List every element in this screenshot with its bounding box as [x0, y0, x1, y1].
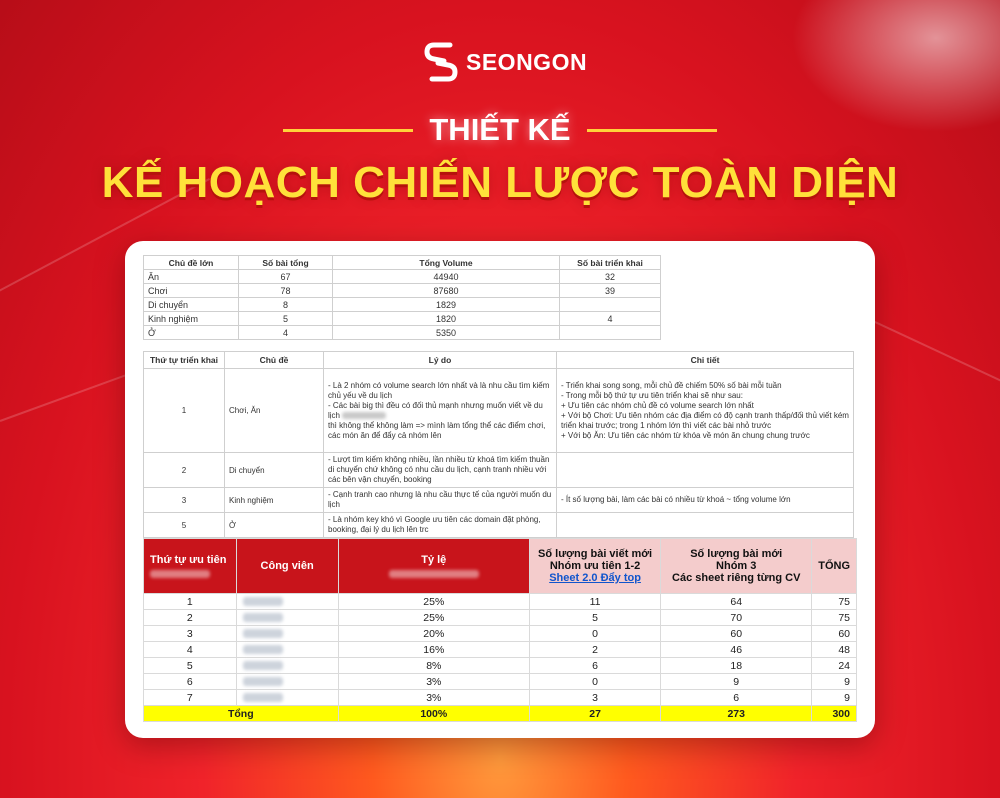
page-title: KẾ HOẠCH CHIẾN LƯỢC TOÀN DIỆN — [101, 158, 899, 207]
table-cell: 3 — [144, 626, 237, 642]
table-cell: 24 — [812, 658, 857, 674]
table-cell: 8 — [239, 298, 333, 312]
spreadsheet-card — [125, 241, 875, 738]
table-cell: 5 — [144, 658, 237, 674]
table-cell: 1820 — [333, 312, 560, 326]
table-cell: 39 — [560, 284, 661, 298]
table-cell — [560, 326, 661, 340]
sheet-link[interactable]: Sheet 2.0 Đẩy top — [549, 572, 641, 584]
table-cell: Kinh nghiệm — [225, 488, 324, 513]
table-cell — [557, 369, 854, 453]
table-cell: 100% — [338, 706, 529, 722]
table-cell: 273 — [661, 706, 812, 722]
detail-line: + Với bộ Chơi: Ưu tiên nhóm các địa điểm có độ cạnh tranh thấp/đối thủ viết kém triển khai trước; trong 1 nhóm lớn thì viết các bài nhỏ trước — [561, 410, 849, 430]
table-cell: 8% — [338, 658, 529, 674]
employee-cell — [236, 690, 338, 706]
new-posts3-sub: Nhóm 3 — [716, 560, 757, 572]
detail-line: - Ít số lượng bài, làm các bài có nhiều từ khoá ~ tổng volume lớn — [561, 495, 791, 504]
table-cell: 5 — [144, 513, 225, 538]
table-cell: Chơi, Ăn — [225, 369, 324, 453]
table-cell: 1 — [144, 594, 237, 610]
employee-cell — [236, 626, 338, 642]
plan-table — [143, 351, 854, 538]
redacted-text — [150, 570, 210, 578]
table-cell: 20% — [338, 626, 529, 642]
new-posts-header — [529, 539, 660, 594]
table-cell — [324, 453, 557, 488]
plan-header: Chi tiết — [557, 352, 854, 369]
detail-line: + Với bộ Ăn: Ưu tiên các nhóm từ khóa về món ăn chung chung trước — [561, 430, 810, 440]
table-cell: Ở — [144, 326, 239, 340]
table-cell: 4 — [144, 642, 237, 658]
redacted-name — [243, 677, 283, 686]
table-cell: 4 — [560, 312, 661, 326]
table-cell: 60 — [661, 626, 812, 642]
allocation-table — [143, 538, 857, 722]
brand-name: SEONGON — [466, 48, 588, 75]
table-cell — [324, 513, 557, 538]
employee-cell — [236, 658, 338, 674]
reason-line: - Cạnh tranh cao nhưng là nhu cầu thực tế của người muốn du lịch — [328, 490, 552, 509]
table-cell: 46 — [661, 642, 812, 658]
plan-header: Chủ đề — [225, 352, 324, 369]
table-cell: 70 — [661, 610, 812, 626]
table-cell: 75 — [812, 594, 857, 610]
table-cell: 2 — [529, 642, 660, 658]
redacted-name — [243, 613, 283, 622]
kicker — [0, 112, 1000, 148]
plan-header: Lý do — [324, 352, 557, 369]
summary-header: Số bài triển khai — [560, 256, 661, 270]
kicker-line-left — [283, 129, 413, 132]
table-cell: 87680 — [333, 284, 560, 298]
summary-table — [143, 255, 661, 340]
ratio-header — [338, 539, 529, 594]
table-cell: 3% — [338, 674, 529, 690]
table-cell: 67 — [239, 270, 333, 284]
new-posts-sub: Nhóm ưu tiên 1-2 — [549, 560, 641, 572]
employee-cell — [236, 594, 338, 610]
table-cell: Ăn — [144, 270, 239, 284]
redacted-name — [243, 645, 283, 654]
summary-header: Chủ đề lớn — [144, 256, 239, 270]
detail-line: - Triển khai song song, mỗi chủ đề chiếm 50% số bài mỗi tuần — [561, 380, 782, 390]
redacted-name — [243, 693, 283, 702]
reason-line: thì không thể không làm => mình làm tổng thể các điểm chơi, các món ăn để đẩy cả nhóm lên — [328, 420, 546, 440]
table-cell: Di chuyển — [144, 298, 239, 312]
table-cell: 3 — [529, 690, 660, 706]
table-cell: 32 — [560, 270, 661, 284]
redacted-text — [389, 570, 479, 578]
table-cell: 1829 — [333, 298, 560, 312]
table-row — [144, 298, 661, 312]
table-cell: 1 — [144, 369, 225, 453]
table-cell: 64 — [661, 594, 812, 610]
summary-header: Tổng Volume — [333, 256, 560, 270]
table-row — [144, 674, 857, 690]
table-row — [144, 642, 857, 658]
new-posts3-title: Số lượng bài mới — [690, 548, 783, 560]
table-row — [144, 513, 854, 538]
detail-line: + Ưu tiên các nhóm chủ đề có volume search lớn nhất — [561, 400, 754, 410]
table-row — [144, 312, 661, 326]
total-row — [144, 706, 857, 722]
kicker-line-right — [587, 129, 717, 132]
table-row — [144, 610, 857, 626]
reason-text: - Các bài big thì đều có đối thủ mạnh nhưng muốn viết về du lịch — [328, 400, 543, 420]
table-cell: 44940 — [333, 270, 560, 284]
table-cell — [557, 488, 854, 513]
table-cell: 16% — [338, 642, 529, 658]
total-header: TỔNG — [812, 539, 857, 594]
table-cell: 3% — [338, 690, 529, 706]
table-cell: 4 — [239, 326, 333, 340]
table-cell: 25% — [338, 594, 529, 610]
table-row — [144, 658, 857, 674]
summary-header: Số bài tổng — [239, 256, 333, 270]
table-row — [144, 326, 661, 340]
priority-header — [144, 539, 237, 594]
table-cell: 11 — [529, 594, 660, 610]
table-cell — [324, 488, 557, 513]
brand-logo — [424, 42, 587, 82]
table-cell: 5 — [529, 610, 660, 626]
detail-line: - Trong mỗi bộ thứ tự ưu tiên triển khai sẽ như sau: — [561, 390, 743, 400]
table-cell: 75 — [812, 610, 857, 626]
table-cell: 7 — [144, 690, 237, 706]
table-cell — [557, 453, 854, 488]
employee-cell — [236, 610, 338, 626]
redacted-name — [243, 629, 283, 638]
table-row — [144, 690, 857, 706]
plan-header: Thứ tự triển khai — [144, 352, 225, 369]
table-cell: 5350 — [333, 326, 560, 340]
table-cell: 78 — [239, 284, 333, 298]
table-cell: 300 — [812, 706, 857, 722]
table-cell: 2 — [144, 610, 237, 626]
table-cell: 60 — [812, 626, 857, 642]
reason-line: - Là nhóm key khó vì Google ưu tiên các domain đặt phòng, booking, đại lý du lịch lên trc — [328, 515, 541, 534]
table-row — [144, 369, 854, 453]
table-cell: 18 — [661, 658, 812, 674]
table-cell: Chơi — [144, 284, 239, 298]
seongon-logo-icon — [424, 42, 458, 82]
table-cell: 48 — [812, 642, 857, 658]
table-cell: 3 — [144, 488, 225, 513]
table-cell: Kinh nghiệm — [144, 312, 239, 326]
table-row — [144, 453, 854, 488]
employee-header: Công viên — [236, 539, 338, 594]
table-cell — [560, 298, 661, 312]
table-cell — [324, 369, 557, 453]
table-cell: 9 — [812, 674, 857, 690]
reason-line — [328, 401, 552, 421]
table-cell: 27 — [529, 706, 660, 722]
table-cell: 6 — [144, 674, 237, 690]
employee-cell — [236, 674, 338, 690]
table-cell: 6 — [661, 690, 812, 706]
table-cell: 9 — [661, 674, 812, 690]
new-posts3-sub: Các sheet riêng từng CV — [672, 572, 801, 584]
employee-cell — [236, 642, 338, 658]
table-cell: 25% — [338, 610, 529, 626]
kicker-text: THIẾT KẾ — [429, 112, 571, 147]
reason-line: - Là 2 nhóm có volume search lớn nhất và là nhu cầu tìm kiếm chủ yếu về du lịch — [328, 380, 550, 400]
table-row — [144, 594, 857, 610]
reason-line: - Lượt tìm kiếm không nhiều, lần nhiều từ khoá tìm kiếm thuần di chuyển chứ không có nhu cầu du lịch, cạnh tranh nhiều với các bên vận chuyển, booking — [328, 455, 550, 484]
table-row — [144, 284, 661, 298]
table-cell: 6 — [529, 658, 660, 674]
redacted-name — [243, 661, 283, 670]
table-cell: 2 — [144, 453, 225, 488]
new-posts-title: Số lượng bài viết mới — [538, 548, 653, 560]
table-cell: 0 — [529, 626, 660, 642]
table-cell — [557, 513, 854, 538]
total-label: Tổng — [144, 706, 339, 722]
table-row — [144, 488, 854, 513]
table-row — [144, 270, 661, 284]
table-cell: 9 — [812, 690, 857, 706]
priority-header-label: Thứ tự ưu tiên — [150, 554, 227, 566]
redacted-name — [243, 597, 283, 606]
ratio-header-label: Tỷ lệ — [421, 554, 447, 566]
table-cell: Di chuyển — [225, 453, 324, 488]
new-posts3-header — [661, 539, 812, 594]
table-cell: Ở — [225, 513, 324, 538]
table-cell: 5 — [239, 312, 333, 326]
table-row — [144, 626, 857, 642]
table-cell: 0 — [529, 674, 660, 690]
redacted-text — [342, 412, 386, 419]
